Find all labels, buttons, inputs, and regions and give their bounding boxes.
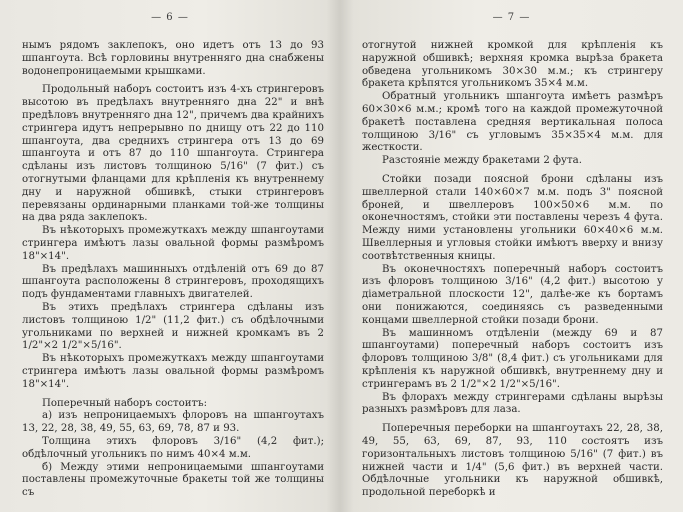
paragraph: Обратный угольникъ шпангоута имѣетъ размѣръ 60×30×6 м.м.; кромѣ того на каждой промежуточной бракетѣ поставлена средняя вертикальная полоса толщиною 3/16" съ угловымъ 35×35×4 м.м. для жесткости. [362,91,663,154]
paragraph: Въ машинномъ отдѣленіи (между 69 и 87 шпангоутами) поперечный наборъ состоитъ изъ флоровъ толщиною 3/8" (8,4 фит.) съ угольниками для крѣпленія къ наружной обшивкѣ, внутреннему дну и стрингерамъ въ 2 1/2"×2 1/2"×5/16". [362,327,663,390]
paragraph: Поперечныя переборки на шпангоутахъ 22, 28, 38, 49, 55, 63, 69, 87, 93, 110 состоятъ изъ горизонтальныхъ листовъ толщиною 5/16" (7 фит.) въ нижней части и 1/4" (5,6 фит.) въ верхней части. Обдѣлочные угольники къ наружной обшивкѣ, продольной переборкѣ и [362,423,663,499]
paragraph: Въ флорахъ между стрингерами сдѣланы вырѣзы разныхъ размѣровъ для лаза. [362,391,663,416]
paragraph: Въ нѣкоторыхъ промежуткахъ между шпангоутами стрингера имѣютъ лазы овальной формы размѣромъ 18"×14". [22,353,324,390]
left-page [0,0,340,512]
paragraph: Въ этихъ предѣлахъ стрингера сдѣланы изъ листовъ толщиною 1/2" (11,2 фит.) съ обдѣлочными угольниками по верхней и нижней кромкамъ въ 2 1/2"×2 1/2"×5/16". [22,301,324,352]
page-number: — 6 — [151,12,189,23]
paragraph: Толщина этихъ флоровъ 3/16" (4,2 фит.); обдѣлочный угольникъ по нимъ 40×4 м.м. [22,435,324,460]
paragraph: нымъ рядомъ заклепокъ, оно идетъ отъ 13 до 93 шпангоута. Всѣ горловины внутренняго дна снабжены водонепроницаемыми крышками. [22,40,324,77]
paragraph: Стойки позади поясной брони сдѣланы изъ швеллерной стали 140×60×7 м.м. подъ 3" поясной броней, и швеллеровъ 100×50×6 м.м. по оконечностямъ, стойки эти поставлены черезъ 4 фута. Между ними установлены угольники 60×40×6 м.м. Швеллерныя и угловыя стойки имѣютъ вверху и внизу соотвѣтственныя кницы. [362,173,663,262]
paragraph: Поперечный наборъ состоитъ: [42,397,208,409]
paragraph: Разстояніе между бракетами 2 фута. [382,155,582,167]
right-page [340,0,683,512]
page-number: — 7 — [492,12,531,23]
paragraph: отогнутой нижней кромкой для крѣпленія къ наружной обшивкѣ; верхняя кромка вырѣза бракета обведена угольникомъ 30×30 м.м.; къ стрингеру бракета крѣпятся угольникомъ 35×4 м.м. [362,40,663,90]
paragraph: Въ предѣлахъ машинныхъ отдѣленій отъ 69 до 87 шпангоута расположены 8 стрингеровъ, проходящихъ подъ фундаментами главныхъ двигателей. [22,263,324,301]
paragraph: Въ оконечностяхъ поперечный наборъ состоитъ изъ флоровъ толщиною 3/16" (4,2 фит.) высотою у діаметральной плоскости 12", далѣе-же къ бортамъ они понижаются, соединяясь съ разведенными концами швеллерной стойки позади брони. [362,263,663,326]
text-column [22,40,324,500]
paragraph: б) Между этими непроницаемыми шпангоутами поставлены промежуточные бракеты той же толщины съ [22,461,324,499]
paragraph: Продольный наборъ состоитъ изъ 4-хъ стрингеровъ высотою въ предѣлахъ внутренняго дна 22" и внѣ предѣловъ внутренняго дна 12", причемъ два крайнихъ стрингера идутъ непрерывно по днищу отъ 22 до 110 шпангоута, два среднихъ стрингера отъ 13 до 69 шпангоута и отъ 87 до 110 шпангоута. Стрингера сдѣланы изъ листовъ толщиною 5/16" (7 фит.) съ отогнутыми фланцами для крѣпленія къ внутреннему дну и наружной обшивкѣ, стыки стрингеровъ перевязаны ординарными планками той-же толщины на два ряда заклепокъ. [22,84,324,224]
text-column [362,40,663,500]
paragraph: Въ нѣкоторыхъ промежуткахъ между шпангоутами стрингера имѣютъ лазы овальной формы размѣромъ 18"×14". [22,225,324,262]
paragraph: а) изъ непроницаемыхъ флоровъ на шпангоутахъ 13, 22, 28, 38, 49, 55, 63, 69, 78, 87 и 93. [22,410,324,435]
